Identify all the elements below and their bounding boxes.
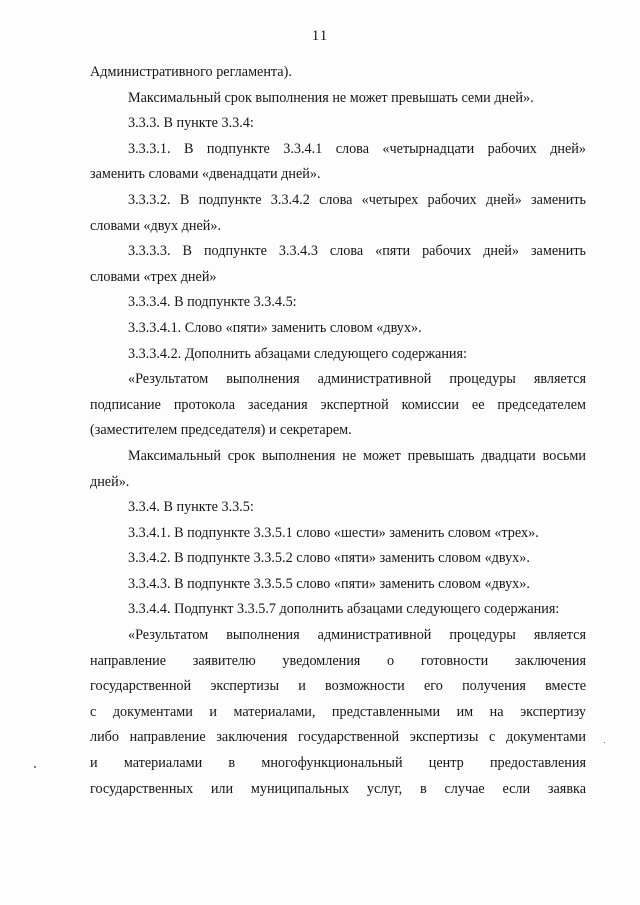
text-line: государственной экспертизы и возможности его получения вместе	[90, 678, 586, 695]
text-line: заменить словами «двенадцати дней».	[90, 166, 321, 183]
text-line: Максимальный срок выполнения не может превышать двадцати восьми	[128, 447, 586, 464]
document-body	[90, 60, 586, 802]
text-line: подписание протокола заседания экспертной комиссии ее председателем	[90, 396, 586, 413]
text-line: словами «двух дней».	[90, 217, 221, 234]
text-line: Максимальный срок выполнения не может превышать семи дней».	[128, 89, 534, 106]
text-line: государственных или муниципальных услуг, в случае если заявка	[90, 780, 586, 797]
text-line: направление заявителю уведомления о готовности заключения	[90, 652, 586, 669]
text-line: 3.3.3. В пункте 3.3.4:	[128, 115, 254, 132]
text-line: 3.3.4.3. В подпункте 3.3.5.5 слово «пяти» заменить словом «двух».	[128, 575, 530, 592]
text-line: 3.3.4.1. В подпункте 3.3.5.1 слово «шести» заменить словом «трех».	[128, 524, 539, 541]
text-line: Административного регламента).	[90, 64, 292, 80]
scan-speck	[34, 766, 36, 768]
text-line: 3.3.4.2. В подпункте 3.3.5.2 слово «пяти» заменить словом «двух».	[128, 550, 530, 567]
scan-speck	[604, 742, 605, 743]
text-line: 3.3.3.1. В подпункте 3.3.4.1 слова «четырнадцати рабочих дней»	[128, 140, 586, 157]
text-line: 3.3.3.3. В подпункте 3.3.4.3 слова «пяти рабочих дней» заменить	[128, 243, 586, 260]
text-line: 3.3.4. В пункте 3.3.5:	[128, 499, 254, 516]
text-line: 3.3.3.4. В подпункте 3.3.4.5:	[128, 294, 297, 311]
text-line: 3.3.3.4.2. Дополнить абзацами следующего содержания:	[128, 345, 467, 362]
text-line: словами «трех дней»	[90, 268, 217, 285]
text-line: (заместителем председателя) и секретарем.	[90, 422, 352, 439]
page-number: 11	[311, 28, 329, 44]
text-line: «Результатом выполнения административной процедуры является	[128, 627, 586, 644]
text-line: либо направление заключения государственной экспертизы с документами	[90, 729, 586, 746]
text-line: дней».	[90, 473, 130, 490]
text-line: 3.3.3.2. В подпункте 3.3.4.2 слова «четырех рабочих дней» заменить	[128, 191, 586, 208]
text-line: 3.3.4.4. Подпункт 3.3.5.7 дополнить абзацами следующего содержания:	[128, 601, 560, 618]
text-line: и материалами в многофункциональный центр предоставления	[90, 755, 586, 772]
text-line: с документами и материалами, представленными им на экспертизу	[90, 703, 586, 720]
text-line: 3.3.3.4.1. Слово «пяти» заменить словом «двух».	[128, 319, 422, 336]
text-line: «Результатом выполнения административной процедуры является	[128, 371, 586, 388]
